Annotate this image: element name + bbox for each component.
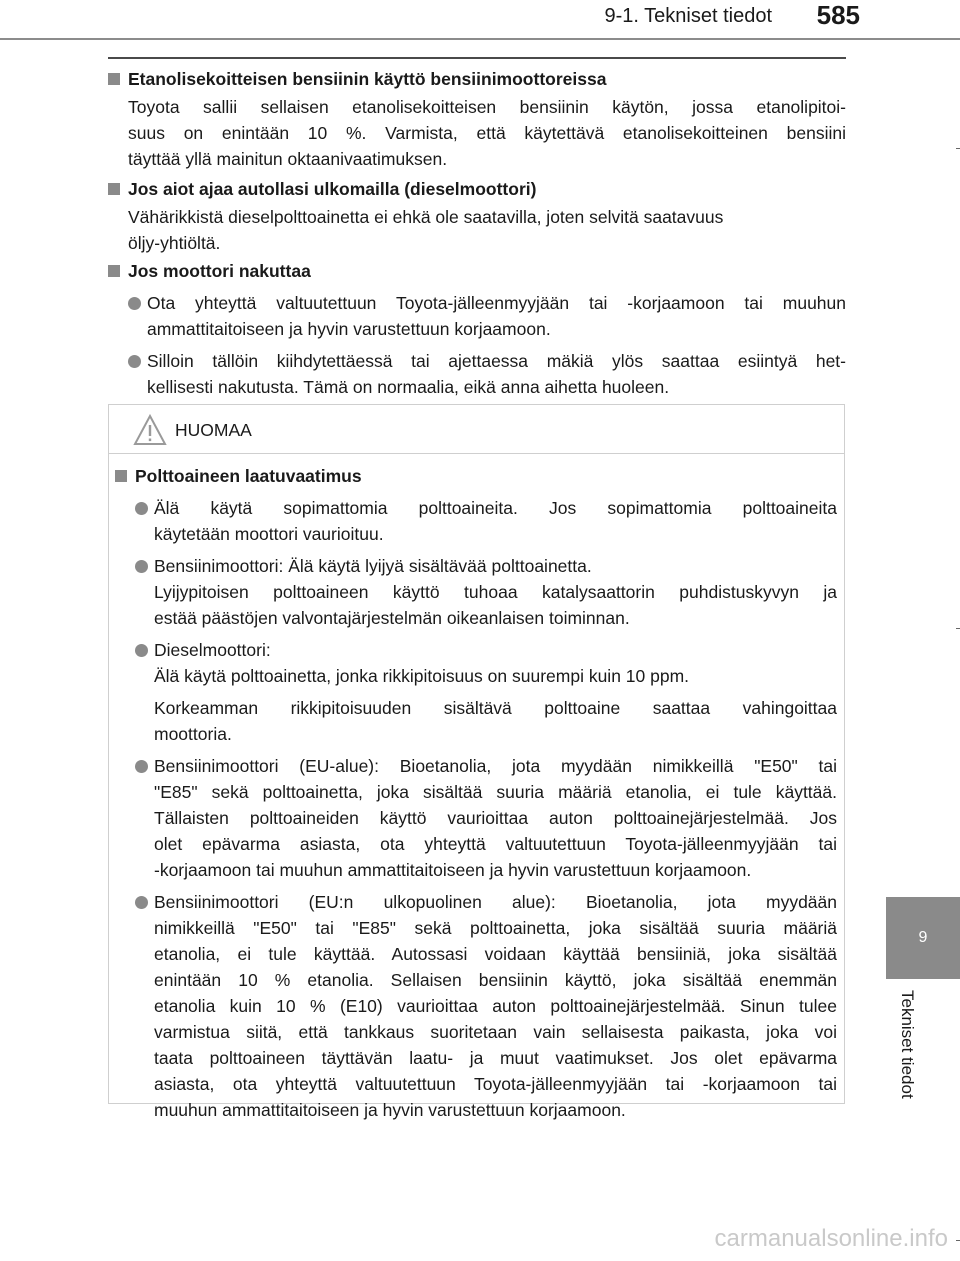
text-line: "E85" sekä polttoainetta, joka sisältää suuria määriä etanolia, ei tule käyttää. xyxy=(154,782,837,802)
chapter-tab[interactable] xyxy=(886,897,960,979)
section-title: Jos aiot ajaa autollasi ulkomailla (dieselmoottori) xyxy=(128,179,537,199)
list-item xyxy=(135,637,837,689)
text-line: Bensiinimoottori: Älä käytä lyijyä sisältävää polttoainetta. xyxy=(154,556,592,576)
square-bullet-icon xyxy=(108,265,120,277)
list-item xyxy=(128,290,846,342)
section-title: Jos moottori nakuttaa xyxy=(128,261,311,281)
list-item xyxy=(135,889,837,1123)
text-line: Tällaisten polttoaineiden käyttö vaurioittaa auton polttoainejärjestelmää. Jos xyxy=(154,808,837,828)
text-line: etanolia kuin 10 % (E10) vaurioittaa auton polttoainejärjestelmää. Sinun tulee xyxy=(154,996,837,1016)
notice-content xyxy=(115,463,837,1123)
chapter-number: 9 xyxy=(918,929,928,946)
square-bullet-icon xyxy=(115,470,127,482)
text-line: taata polttoaineen täyttävän laatu- ja muut vaatimukset. Jos olet epävarma xyxy=(154,1048,837,1068)
list-item xyxy=(135,553,837,631)
text-line: Korkeamman rikkipitoisuuden sisältävä polttoaine saattaa vahingoittaa xyxy=(154,698,837,718)
text-line: etanolia, ei tule käyttää. Autossasi voidaan käyttää bensiiniä, joka sisältää xyxy=(154,944,837,964)
list-item xyxy=(135,495,837,547)
text-line: ammattitaitoiseen ja hyvin varustettuun korjaamoon. xyxy=(147,319,551,339)
text-line: olet epävarma asiasta, ota yhteyttä valtuutettuun Toyota-jälleenmyyjään tai xyxy=(154,834,837,854)
section-diesel-abroad xyxy=(108,176,846,256)
square-bullet-icon xyxy=(108,73,120,85)
section-ethanol-gasoline xyxy=(108,66,846,172)
text-line: nimikkeillä "E50" tai "E85" sekä polttoainetta, joka sisältää suuria määriä xyxy=(154,918,837,938)
paragraph xyxy=(154,695,837,747)
text-line: suus on enintään 10 %. Varmista, että käytettävä etanolisekoitteinen bensiini xyxy=(128,123,846,143)
text-line: öljy-yhtiöltä. xyxy=(128,233,221,253)
text-line: Lyijypitoisen polttoaineen käyttö tuhoaa katalysaattorin puhdistuskyvyn ja xyxy=(154,582,837,602)
text-line: Toyota sallii sellaisen etanolisekoitteisen bensiinin käytön, jossa etanolipitoi- xyxy=(128,97,846,117)
text-line: käytetään moottori vaurioituu. xyxy=(154,524,384,544)
header-divider xyxy=(0,38,960,40)
round-bullet-icon xyxy=(135,560,148,573)
text-line: varmistua siitä, että tankkaus suoritetaan vain sellaisesta paikasta, joka voi xyxy=(154,1022,837,1042)
section-engine-knocking xyxy=(108,258,846,400)
text-line: Dieselmoottori: xyxy=(154,640,271,660)
page-number: 585 xyxy=(816,0,860,30)
text-line: täyttää yllä mainitun oktaanivaatimuksen. xyxy=(128,149,448,169)
notice-label: HUOMAA xyxy=(175,419,252,440)
edge-mark xyxy=(956,148,960,149)
notice-box xyxy=(108,404,845,1120)
text-line: moottoria. xyxy=(154,724,232,744)
text-line: muuhun ammattitaitoiseen ja hyvin varustettuun korjaamoon. xyxy=(154,1100,626,1120)
warning-triangle-icon xyxy=(133,413,167,447)
text-line: enintään 10 % etanolia. Sellaisen bensiinin käyttö, joka sisältää enemmän xyxy=(154,970,837,990)
section-title: Etanolisekoitteisen bensiinin käyttö bensiinimoottoreissa xyxy=(128,69,607,89)
text-line: Bensiinimoottori (EU-alue): Bioetanolia, jota myydään nimikkeillä "E50" tai xyxy=(154,756,837,776)
section-body xyxy=(128,94,846,172)
round-bullet-icon xyxy=(135,760,148,773)
text-line: Silloin tällöin kiihdytettäessä tai ajettaessa mäkiä ylös saattaa esiintyä het- xyxy=(147,351,846,371)
edge-mark xyxy=(956,1240,960,1241)
section-body xyxy=(128,204,846,256)
edge-mark xyxy=(956,628,960,629)
list-item xyxy=(128,348,846,400)
text-line: estää päästöjen valvontajärjestelmän oikeanlaisen toiminnan. xyxy=(154,608,630,628)
text-line: Vähärikkistä dieselpolttoainetta ei ehkä ole saatavilla, joten selvitä saatavuus xyxy=(128,207,724,227)
chapter-label: Tekniset tiedot xyxy=(898,990,917,1099)
text-line: Älä käytä polttoainetta, jonka rikkipitoisuus on suurempi kuin 10 ppm. xyxy=(154,666,690,686)
square-bullet-icon xyxy=(108,183,120,195)
text-line: Bensiinimoottori (EU:n ulkopuolinen alue): Bioetanolia, jota myydään xyxy=(154,892,837,912)
text-line: asiasta, ota yhteyttä valtuutettuun Toyota-jälleenmyyjään tai -korjaamoon tai xyxy=(154,1074,837,1094)
content-divider xyxy=(108,57,846,59)
watermark: carmanualsonline.info xyxy=(714,1225,948,1252)
text-line: -korjaamoon tai muuhun ammattitaitoiseen ja hyvin varustettuun korjaamoon. xyxy=(154,860,752,880)
text-line: Ota yhteyttä valtuutettuun Toyota-jälleenmyyjään tai -korjaamoon tai muuhun xyxy=(147,293,846,313)
running-header-section: 9-1. Tekniset tiedot xyxy=(604,5,772,27)
notice-divider xyxy=(109,453,844,454)
list-item xyxy=(135,753,837,883)
text-line: kellisesti nakutusta. Tämä on normaalia, eikä anna aihetta huoleen. xyxy=(147,377,670,397)
round-bullet-icon xyxy=(135,896,148,909)
text-line: Älä käytä sopimattomia polttoaineita. Jos sopimattomia polttoaineita xyxy=(154,498,837,518)
round-bullet-icon xyxy=(135,644,148,657)
notice-header xyxy=(133,413,252,447)
notice-title: Polttoaineen laatuvaatimus xyxy=(135,466,362,486)
round-bullet-icon xyxy=(128,355,141,368)
round-bullet-icon xyxy=(128,297,141,310)
round-bullet-icon xyxy=(135,502,148,515)
